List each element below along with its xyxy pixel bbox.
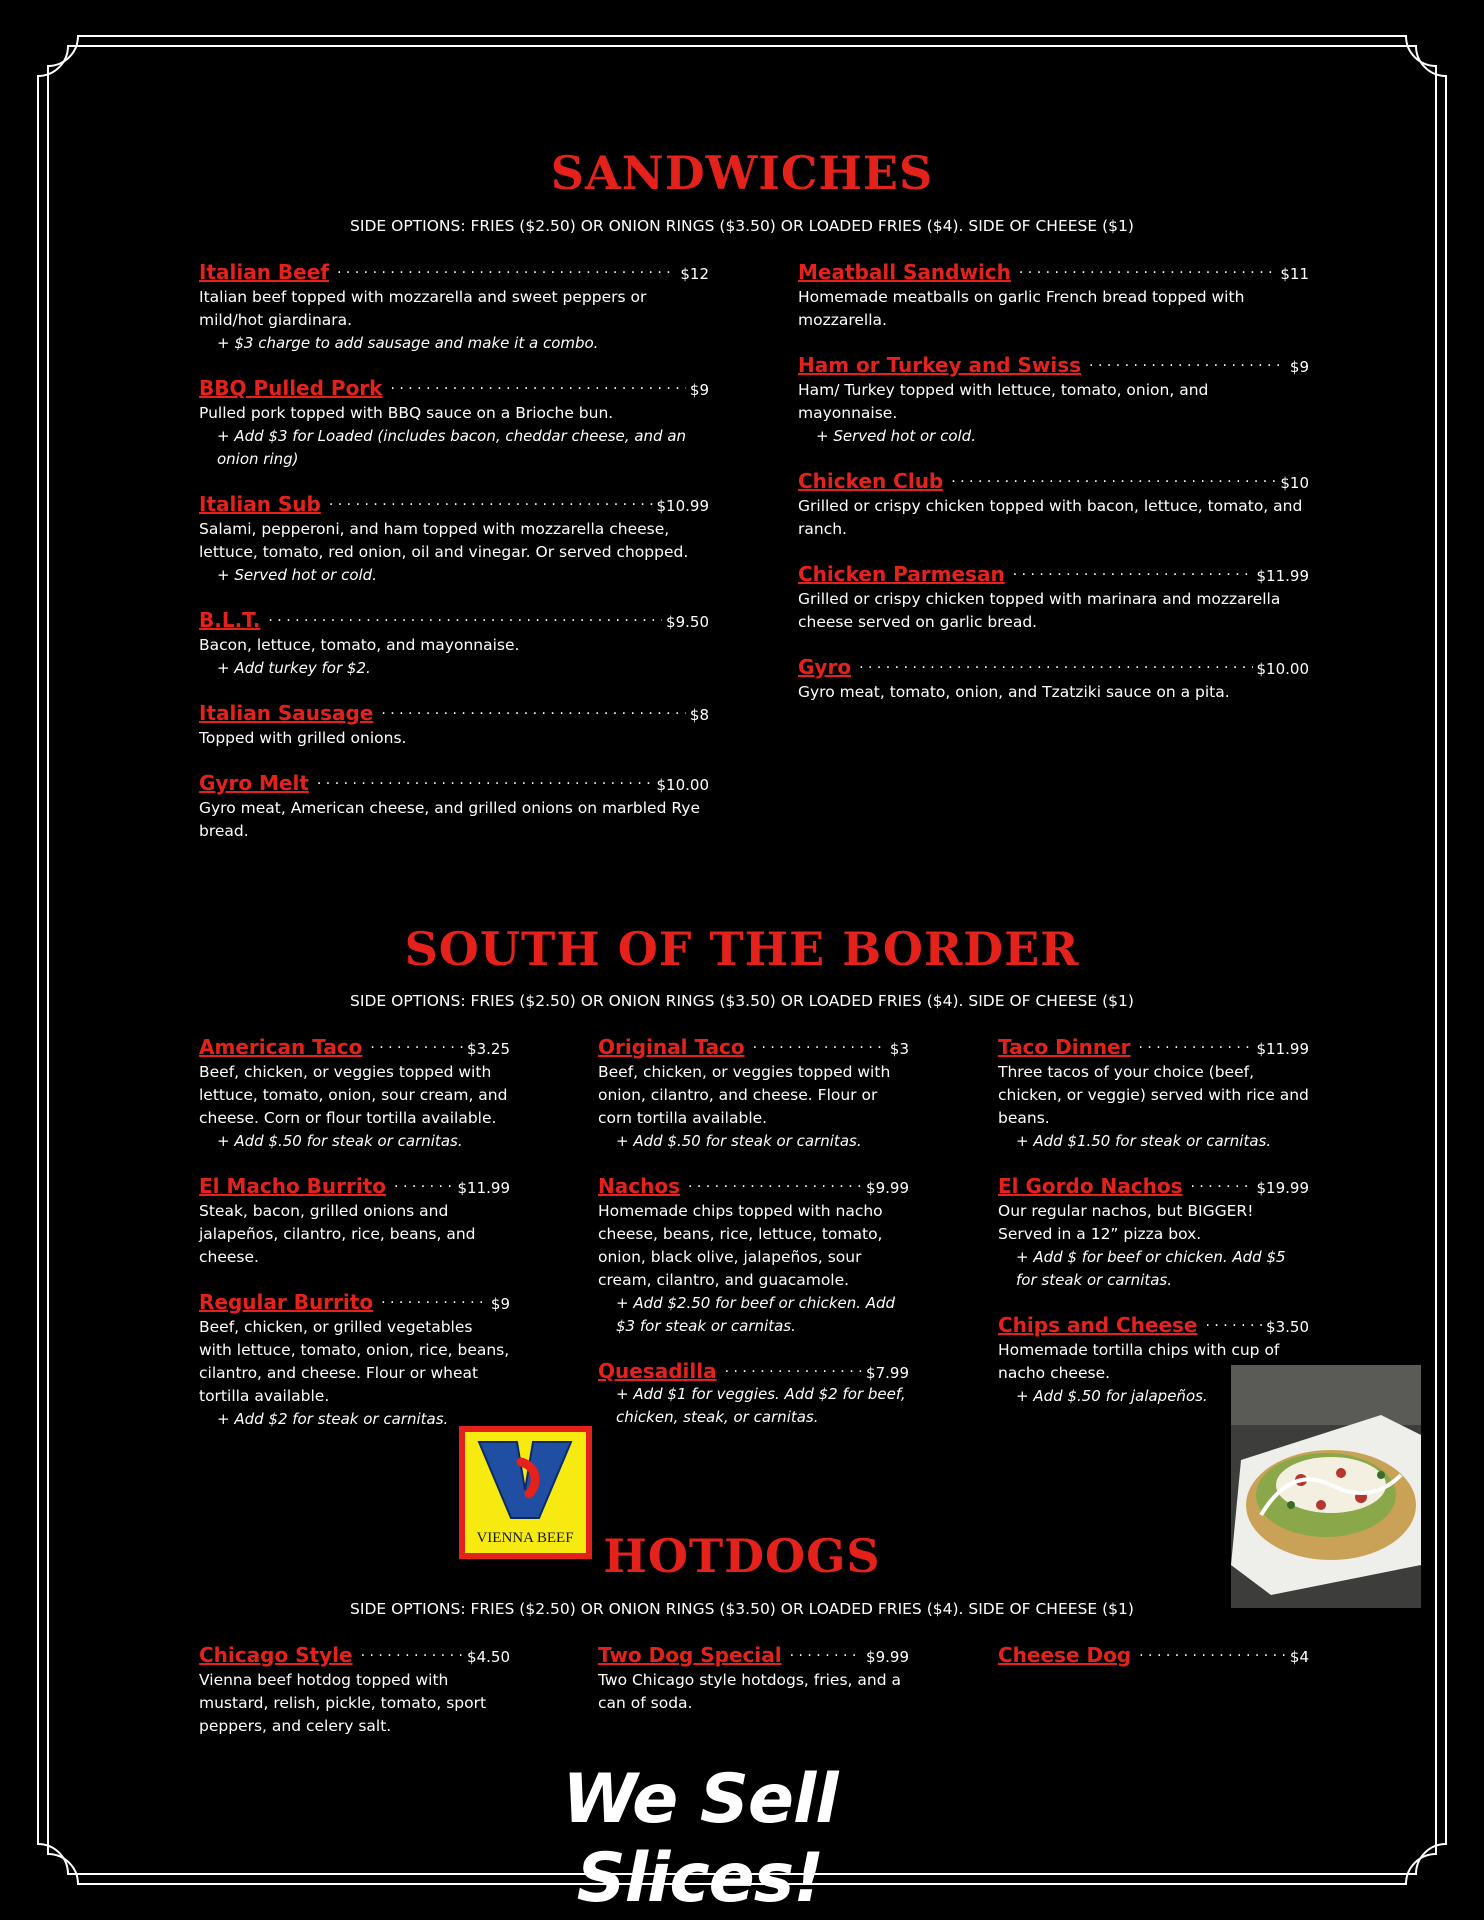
menu-item-note: + Add $.50 for steak or carnitas. xyxy=(616,1132,862,1150)
menu-item-price: $19.99 xyxy=(1256,1179,1309,1197)
menu-item-note: + Add $2.50 for beef or chicken. Add $3 for steak or carnitas. xyxy=(616,1294,896,1335)
menu-item-description: Grilled or crispy chicken topped with marinara and mozzarella cheese served on garlic bread. xyxy=(798,590,1281,631)
menu-item-header xyxy=(199,771,709,795)
menu-item-header xyxy=(199,1174,510,1198)
menu-item-note: + Served hot or cold. xyxy=(217,566,377,584)
menu-item-name: El Gordo Nachos xyxy=(998,1174,1183,1198)
hotdogs-side-options: SIDE OPTIONS: FRIES ($2.50) OR ONION RINGS ($3.50) OR LOADED FRIES ($4). SIDE OF CHEESE ($1) xyxy=(350,1600,1134,1618)
menu-item xyxy=(199,608,709,680)
menu-item-header xyxy=(199,492,709,516)
menu-item-name: Chicken Club xyxy=(798,469,944,493)
menu-item-note: + Add $.50 for jalapeños. xyxy=(1016,1387,1208,1405)
dot-leader xyxy=(1089,356,1286,372)
menu-item-price: $3.50 xyxy=(1266,1318,1309,1336)
dot-leader xyxy=(317,774,653,790)
menu-item-description: Homemade chips topped with nacho cheese, beans, rice, lettuce, tomato, onion, black olive, jalapeños, sour cream, cilantro, and guacamole. xyxy=(598,1202,883,1289)
menu-item-note: + Add $2 for steak or carnitas. xyxy=(217,1410,449,1428)
menu-item xyxy=(598,1643,909,1715)
dot-leader xyxy=(859,658,1252,674)
hotdogs-column-1 xyxy=(199,1643,510,1759)
dot-leader xyxy=(951,472,1276,488)
menu-item-note: + Served hot or cold. xyxy=(816,427,976,445)
menu-item-price: $4 xyxy=(1289,1648,1309,1666)
menu-item-name: Italian Sausage xyxy=(199,701,374,725)
dot-leader xyxy=(1019,263,1276,279)
menu-item-price: $11.99 xyxy=(1256,567,1309,585)
menu-item-name: Quesadilla xyxy=(598,1359,717,1383)
menu-item-description: Homemade tortilla chips with cup of nacho cheese. xyxy=(998,1341,1280,1382)
vienna-beef-wordmark: VIENNA BEEF xyxy=(476,1530,574,1546)
menu-item-description: Three tacos of your choice (beef, chicken, or veggie) served with rice and beans. xyxy=(998,1063,1309,1127)
hotdogs-column-2 xyxy=(598,1643,909,1736)
menu-item-description: Salami, pepperoni, and ham topped with mozzarella cheese, lettuce, tomato, red onion, oil and vinegar. Or served chopped. xyxy=(199,520,689,561)
menu-item-header xyxy=(798,469,1309,493)
south-of-the-border-title: SOUTH OF THE BORDER xyxy=(404,922,1080,976)
menu-item-price: $7.99 xyxy=(866,1364,909,1382)
menu-item xyxy=(199,701,709,750)
menu-item-name: Italian Beef xyxy=(199,260,329,284)
menu-item-description: Two Chicago style hotdogs, fries, and a can of soda. xyxy=(598,1671,901,1712)
menu-item-header xyxy=(998,1035,1309,1059)
menu-item-price: $10.00 xyxy=(1256,660,1309,678)
menu-item-name: Gyro Melt xyxy=(199,771,309,795)
menu-item-price: $9 xyxy=(490,1295,510,1313)
menu-item xyxy=(199,492,709,587)
menu-item-price: $9.99 xyxy=(866,1179,909,1197)
menu-item-description: Pulled pork topped with BBQ sauce on a Brioche bun. xyxy=(199,404,614,422)
border-column-2 xyxy=(598,1035,909,1450)
menu-item-header xyxy=(798,260,1309,284)
border-column-1 xyxy=(199,1035,510,1452)
dot-leader xyxy=(381,704,686,720)
menu-item xyxy=(998,1035,1309,1153)
menu-item-description: Grilled or crispy chicken topped with bacon, lettuce, tomato, and ranch. xyxy=(798,497,1303,538)
menu-item-name: Italian Sub xyxy=(199,492,321,516)
menu-item-price: $12 xyxy=(680,265,709,283)
menu-item-price: $3.25 xyxy=(467,1040,510,1058)
menu-item xyxy=(199,1035,510,1153)
menu-item-header xyxy=(598,1643,909,1667)
dot-leader xyxy=(268,611,662,627)
menu-item xyxy=(199,376,709,471)
menu-item xyxy=(598,1174,909,1338)
dot-leader xyxy=(370,1038,463,1054)
menu-item-note: + Add turkey for $2. xyxy=(217,659,371,677)
menu-item-name: Chicken Parmesan xyxy=(798,562,1005,586)
menu-item-name: Taco Dinner xyxy=(998,1035,1131,1059)
menu-item-note: + Add $1 for veggies. Add $2 for beef, chicken, steak, or carnitas. xyxy=(616,1385,906,1426)
menu-item-price: $10.99 xyxy=(656,497,709,515)
border-side-options: SIDE OPTIONS: FRIES ($2.50) OR ONION RINGS ($3.50) OR LOADED FRIES ($4). SIDE OF CHEESE ($1) xyxy=(350,992,1134,1010)
menu-item-name: Chips and Cheese xyxy=(998,1313,1198,1337)
dot-leader xyxy=(394,1177,453,1193)
menu-item-price: $9 xyxy=(689,381,709,399)
menu-item-price: $9.50 xyxy=(666,613,709,631)
menu-item-price: $11 xyxy=(1280,265,1309,283)
menu-item xyxy=(798,655,1309,704)
menu-item-header xyxy=(798,562,1309,586)
menu-item-description: Steak, bacon, grilled onions and jalapeños, cilantro, rice, beans, and cheese. xyxy=(199,1202,476,1266)
sandwiches-side-options: SIDE OPTIONS: FRIES ($2.50) OR ONION RINGS ($3.50) OR LOADED FRIES ($4). SIDE OF CHEESE ($1) xyxy=(350,217,1134,235)
menu-item-header xyxy=(798,655,1309,679)
dot-leader xyxy=(361,1646,463,1662)
menu-item-description: Beef, chicken, or veggies topped with onion, cilantro, and cheese. Flour or corn tortilla available. xyxy=(598,1063,891,1127)
dot-leader xyxy=(1191,1177,1253,1193)
menu-item-description: Gyro meat, American cheese, and grilled onions on marbled Rye bread. xyxy=(199,799,700,840)
menu-item-price: $11.99 xyxy=(457,1179,510,1197)
hotdogs-column-3 xyxy=(998,1643,1309,1688)
menu-item-name: BBQ Pulled Pork xyxy=(199,376,383,400)
menu-item-name: Two Dog Special xyxy=(598,1643,782,1667)
menu-item xyxy=(598,1359,909,1429)
menu-item-header xyxy=(598,1035,909,1059)
menu-item-price: $3 xyxy=(889,1040,909,1058)
menu-item xyxy=(998,1174,1309,1292)
sandwiches-left-column xyxy=(199,260,709,864)
menu-item-name: El Macho Burrito xyxy=(199,1174,387,1198)
menu-item xyxy=(798,562,1309,634)
dot-leader xyxy=(790,1646,862,1662)
menu-item-name: Ham or Turkey and Swiss xyxy=(798,353,1082,377)
sandwiches-title: SANDWICHES xyxy=(550,146,934,200)
menu-item-name: American Taco xyxy=(199,1035,363,1059)
menu-item-header xyxy=(199,608,709,632)
sandwiches-right-column xyxy=(798,260,1309,725)
menu-item-header xyxy=(199,1290,510,1314)
menu-item xyxy=(199,1290,510,1431)
menu-item xyxy=(598,1035,909,1153)
hotdogs-title: HOTDOGS xyxy=(603,1529,881,1583)
menu-item-name: Nachos xyxy=(598,1174,680,1198)
menu-item-name: Regular Burrito xyxy=(199,1290,374,1314)
dot-leader xyxy=(1138,1038,1252,1054)
menu-item-description: Italian beef topped with mozzarella and sweet peppers or mild/hot giardinara. xyxy=(199,288,647,329)
menu-item xyxy=(199,771,709,843)
menu-item xyxy=(798,469,1309,541)
dot-leader xyxy=(688,1177,862,1193)
menu-item-note: + Add $3 for Loaded (includes bacon, cheddar cheese, and an onion ring) xyxy=(217,427,687,468)
menu-item xyxy=(998,1643,1309,1667)
menu-item-description: Ham/ Turkey topped with lettuce, tomato, onion, and mayonnaise. xyxy=(798,381,1209,422)
menu-item-description: Topped with grilled onions. xyxy=(199,729,407,747)
menu-item-name: Meatball Sandwich xyxy=(798,260,1011,284)
dot-leader xyxy=(1205,1316,1262,1332)
menu-item-header xyxy=(199,376,709,400)
menu-item-price: $10.00 xyxy=(656,776,709,794)
menu-item-header xyxy=(998,1174,1309,1198)
menu-item-price: $9.99 xyxy=(866,1648,909,1666)
menu-item-header xyxy=(199,701,709,725)
menu-item-name: Original Taco xyxy=(598,1035,745,1059)
dot-leader xyxy=(725,1362,862,1378)
menu-item-description: Vienna beef hotdog topped with mustard, relish, pickle, tomato, sport peppers, and celery salt. xyxy=(199,1671,487,1735)
menu-item xyxy=(798,353,1309,448)
dot-leader xyxy=(381,1293,487,1309)
menu-item-header xyxy=(199,1643,510,1667)
dot-leader xyxy=(1139,1646,1286,1662)
dot-leader xyxy=(753,1038,886,1054)
menu-item xyxy=(199,1643,510,1738)
menu-item-description: Homemade meatballs on garlic French bread topped with mozzarella. xyxy=(798,288,1245,329)
menu-item-name: Chicago Style xyxy=(199,1643,353,1667)
menu-item-header xyxy=(598,1174,909,1198)
menu-item-description: Our regular nachos, but BIGGER! Served in a 12” pizza box. xyxy=(998,1202,1254,1243)
menu-item-header xyxy=(598,1359,909,1383)
menu-item-header xyxy=(199,1035,510,1059)
menu-item-name: Cheese Dog xyxy=(998,1643,1132,1667)
menu-item-name: B.L.T. xyxy=(199,608,261,632)
menu-item xyxy=(199,260,709,355)
menu-item-header xyxy=(998,1643,1309,1667)
menu-item-header xyxy=(998,1313,1309,1337)
menu-item-description: Gyro meat, tomato, onion, and Tzatziki sauce on a pita. xyxy=(798,683,1230,701)
menu-item-note: + Add $.50 for steak or carnitas. xyxy=(217,1132,463,1150)
menu-item-header xyxy=(798,353,1309,377)
dot-leader xyxy=(337,263,676,279)
menu-item-price: $8 xyxy=(689,706,709,724)
menu-item-note: + Add $ for beef or chicken. Add $5 for steak or carnitas. xyxy=(1016,1248,1286,1289)
menu-item-note: + $3 charge to add sausage and make it a combo. xyxy=(217,334,599,352)
menu-item-name: Gyro xyxy=(798,655,852,679)
menu-item xyxy=(199,1174,510,1269)
menu-item-description: Bacon, lettuce, tomato, and mayonnaise. xyxy=(199,636,520,654)
menu-item-price: $4.50 xyxy=(467,1648,510,1666)
dot-leader xyxy=(1013,565,1253,581)
menu-item-description: Beef, chicken, or grilled vegetables with lettuce, tomato, onion, rice, beans, cilantro, and cheese. Flour or wheat tortilla available. xyxy=(199,1318,510,1405)
tagline: We Sell Slices! xyxy=(562,1760,838,1918)
dot-leader xyxy=(390,379,685,395)
menu-item-note: + Add $1.50 for steak or carnitas. xyxy=(1016,1132,1272,1150)
dot-leader xyxy=(329,495,653,511)
menu-item-price: $10 xyxy=(1280,474,1309,492)
menu-item-description: Beef, chicken, or veggies topped with lettuce, tomato, onion, sour cream, and cheese. Corn or flour tortilla available. xyxy=(199,1063,508,1127)
menu-item-price: $11.99 xyxy=(1256,1040,1309,1058)
menu-item-price: $9 xyxy=(1289,358,1309,376)
menu-item xyxy=(798,260,1309,332)
menu-item-header xyxy=(199,260,709,284)
